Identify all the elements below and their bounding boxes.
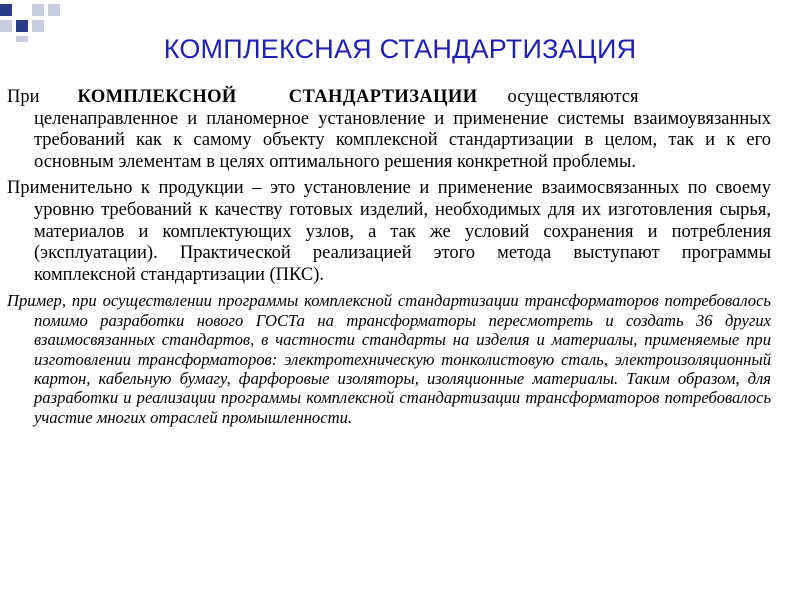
decor-square (48, 4, 60, 16)
decor-square (32, 20, 44, 32)
paragraph-definition (7, 87, 771, 173)
decor-square (16, 20, 28, 32)
decor-square (0, 20, 12, 32)
decor-square (0, 4, 12, 16)
slide-title: КОМПЛЕКСНАЯ СТАНДАРТИЗАЦИЯ (163, 34, 637, 64)
slide-body (7, 87, 771, 427)
paragraph-emphasis-1: КОМПЛЕКСНОЙ (77, 87, 237, 107)
paragraph-example-text: Пример, при осуществлении программы комплексной стандартизации трансформаторов потребовалось помимо разработки нового ГОСТа на трансформаторы пересмотреть и создать 36 других взаимосвязанных стандартов, в частности стандарты на изделия и материалы, применяемые при изготовлении трансформаторов: электротехническую тонколистовую сталь, электроизоляционный картон, кабельную бумагу, фарфоровые изоляторы, изоляционные материалы. Таким образом, для разработки и реализации программы комплексной стандартизации трансформаторов потребовалось участие многих отраслей промышленности. (7, 291, 771, 427)
paragraph-definition-text: осуществляются целенаправленное и планомерное установление и применение системы взаимоувязанных требований как к самому объекту комплексной стандартизации в целом, так и к его основным элементам в целях оптимального решения конкретной проблемы. (34, 87, 771, 172)
paragraph-products (7, 178, 771, 286)
paragraph-products-text: Применительно к продукции – это установление и применение взаимосвязанных по своему уровню требований к качеству готовых изделий, необходимых для их изготовления сырья, материалов и комплектующих узлов, а так же условий сохранения и потребления (эксплуатации). Практической реализацией этого метода выступают программы комплексной стандартизации (ПКС). (7, 178, 771, 285)
paragraph-lead-word: При (7, 87, 40, 107)
paragraph-example (7, 291, 771, 427)
decor-square (32, 4, 44, 16)
paragraph-emphasis-2: СТАНДАРТИЗАЦИИ (288, 87, 478, 107)
